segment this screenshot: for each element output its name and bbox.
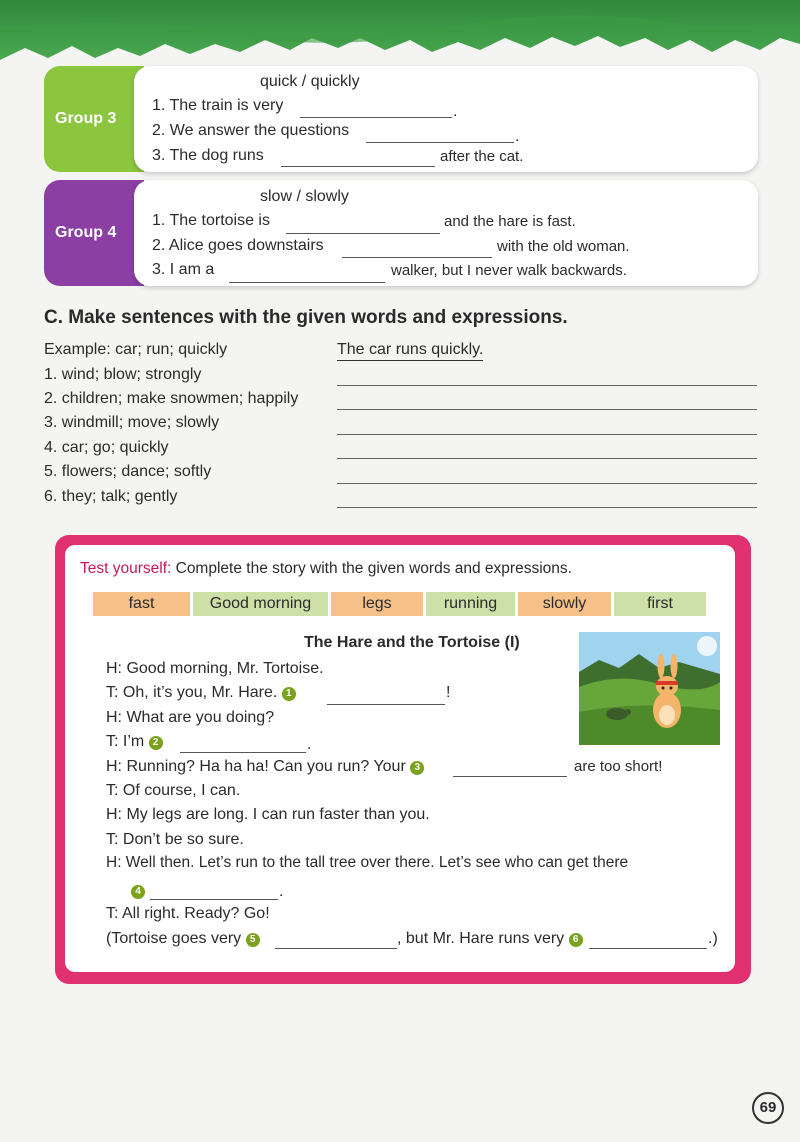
blank-number-badge: 1	[282, 687, 296, 701]
story-line: H: My legs are long. I can run faster than you.	[106, 806, 430, 823]
story-line: T: Don’t be so sure.	[106, 831, 244, 848]
blank-number-badge: 2	[149, 736, 163, 750]
group-4-sentence-1: 1. The tortoise is	[152, 212, 270, 229]
grass-header-illustration	[0, 0, 800, 72]
exercise-item-3: 3. windmill; move; slowly	[44, 414, 220, 431]
story-line-end: .)	[708, 930, 718, 947]
group-4-word-pair: slow / slowly	[260, 188, 349, 205]
exercise-item-5: 5. flowers; dance; softly	[44, 463, 212, 480]
answer-line-1[interactable]	[337, 385, 757, 386]
example-answer: The car runs quickly.	[337, 341, 483, 361]
page-number: 69	[752, 1092, 784, 1124]
story-title: The Hare and the Tortoise (I)	[304, 634, 520, 651]
story-line: H: What are you doing?	[106, 709, 275, 726]
group-3-blank-2[interactable]	[366, 142, 514, 143]
word-bank-item: legs	[331, 592, 423, 616]
exercise-item-2: 2. children; make snowmen; happily	[44, 390, 299, 407]
group-3-sentence-1: 1. The train is very	[152, 97, 284, 114]
group-3-sentence-2-end: .	[515, 128, 520, 145]
story-line	[106, 684, 296, 702]
story-line-text: H: Running? Ha ha ha! Can you run? Your	[106, 758, 406, 775]
story-line: H: Good morning, Mr. Tortoise.	[106, 660, 324, 677]
word-bank-item: running	[426, 592, 515, 616]
group-4-sentence-2: 2. Alice goes downstairs	[152, 237, 324, 254]
exercise-item-1: 1. wind; blow; strongly	[44, 366, 202, 383]
group-3-sentence-2: 2. We answer the questions	[152, 122, 350, 139]
story-line-text: , but Mr. Hare runs very	[397, 930, 565, 947]
story-line: T: Of course, I can.	[106, 782, 241, 799]
story-line	[397, 930, 583, 948]
story-blank-4[interactable]	[150, 899, 278, 900]
group-3-sentence-1-end: .	[453, 103, 458, 120]
group-4-sentence-3-end: walker, but I never walk backwards.	[391, 262, 627, 279]
story-line-end: .	[307, 736, 312, 753]
story-line	[106, 758, 424, 776]
exercise-item-4: 4. car; go; quickly	[44, 439, 169, 456]
story-line: H: Well then. Let’s run to the tall tree over there. Let’s see who can get there	[106, 854, 629, 871]
blank-number-badge: 4	[131, 885, 145, 899]
group-4-blank-2[interactable]	[342, 257, 492, 258]
blank-number-badge: 6	[569, 933, 583, 947]
story-line-text: T: Oh, it’s you, Mr. Hare.	[106, 684, 278, 701]
word-bank	[93, 592, 709, 616]
answer-line-3[interactable]	[337, 434, 757, 435]
story-blank-1[interactable]	[327, 704, 445, 705]
story-line: T: All right. Ready? Go!	[106, 905, 270, 922]
story-line	[131, 882, 145, 900]
exercise-item-6: 6. they; talk; gently	[44, 488, 178, 505]
story-line-text: (Tortoise goes very	[106, 930, 242, 947]
story-line-text: T: I’m	[106, 733, 145, 750]
group-3-blank-3[interactable]	[281, 166, 435, 167]
answer-line-2[interactable]	[337, 409, 757, 410]
test-instruction	[80, 560, 572, 578]
word-bank-item: fast	[93, 592, 190, 616]
group-4-blank-1[interactable]	[286, 233, 440, 234]
group-3-tab: Group 3	[44, 66, 144, 172]
group-3-sentence-3: 3. The dog runs	[152, 147, 264, 164]
group-4-tab: Group 4	[44, 180, 144, 286]
section-c-title: C. Make sentences with the given words and expressions.	[44, 307, 568, 328]
example-prompt: Example: car; run; quickly	[44, 341, 228, 358]
group-3-word-pair: quick / quickly	[260, 73, 360, 90]
story-line-end: !	[446, 684, 451, 701]
story-blank-3[interactable]	[453, 776, 567, 777]
group-4-sentence-2-end: with the old woman.	[497, 238, 630, 255]
story-line	[106, 733, 163, 751]
word-bank-item: first	[614, 592, 706, 616]
story-line	[106, 930, 260, 948]
story-blank-2[interactable]	[180, 752, 306, 753]
story-line-end: .	[279, 883, 284, 900]
group-4-blank-3[interactable]	[229, 282, 385, 283]
story-blank-6[interactable]	[589, 948, 707, 949]
answer-line-5[interactable]	[337, 483, 757, 484]
hare-tortoise-illustration	[579, 632, 720, 745]
word-bank-item: slowly	[518, 592, 611, 616]
group-3-blank-1[interactable]	[300, 117, 452, 118]
test-yourself-label: Test yourself:	[80, 560, 172, 577]
group-3-sentence-3-end: after the cat.	[440, 148, 524, 165]
story-blank-5[interactable]	[275, 948, 397, 949]
blank-number-badge: 3	[410, 761, 424, 775]
test-instruction-text: Complete the story with the given words and expressions.	[171, 560, 572, 577]
blank-number-badge: 5	[246, 933, 260, 947]
story-line-end: are too short!	[574, 758, 663, 775]
answer-line-6[interactable]	[337, 507, 757, 508]
group-4-sentence-3: 3. I am a	[152, 261, 215, 278]
answer-line-4[interactable]	[337, 458, 757, 459]
group-4-sentence-1-end: and the hare is fast.	[444, 213, 576, 230]
word-bank-item: Good morning	[193, 592, 328, 616]
